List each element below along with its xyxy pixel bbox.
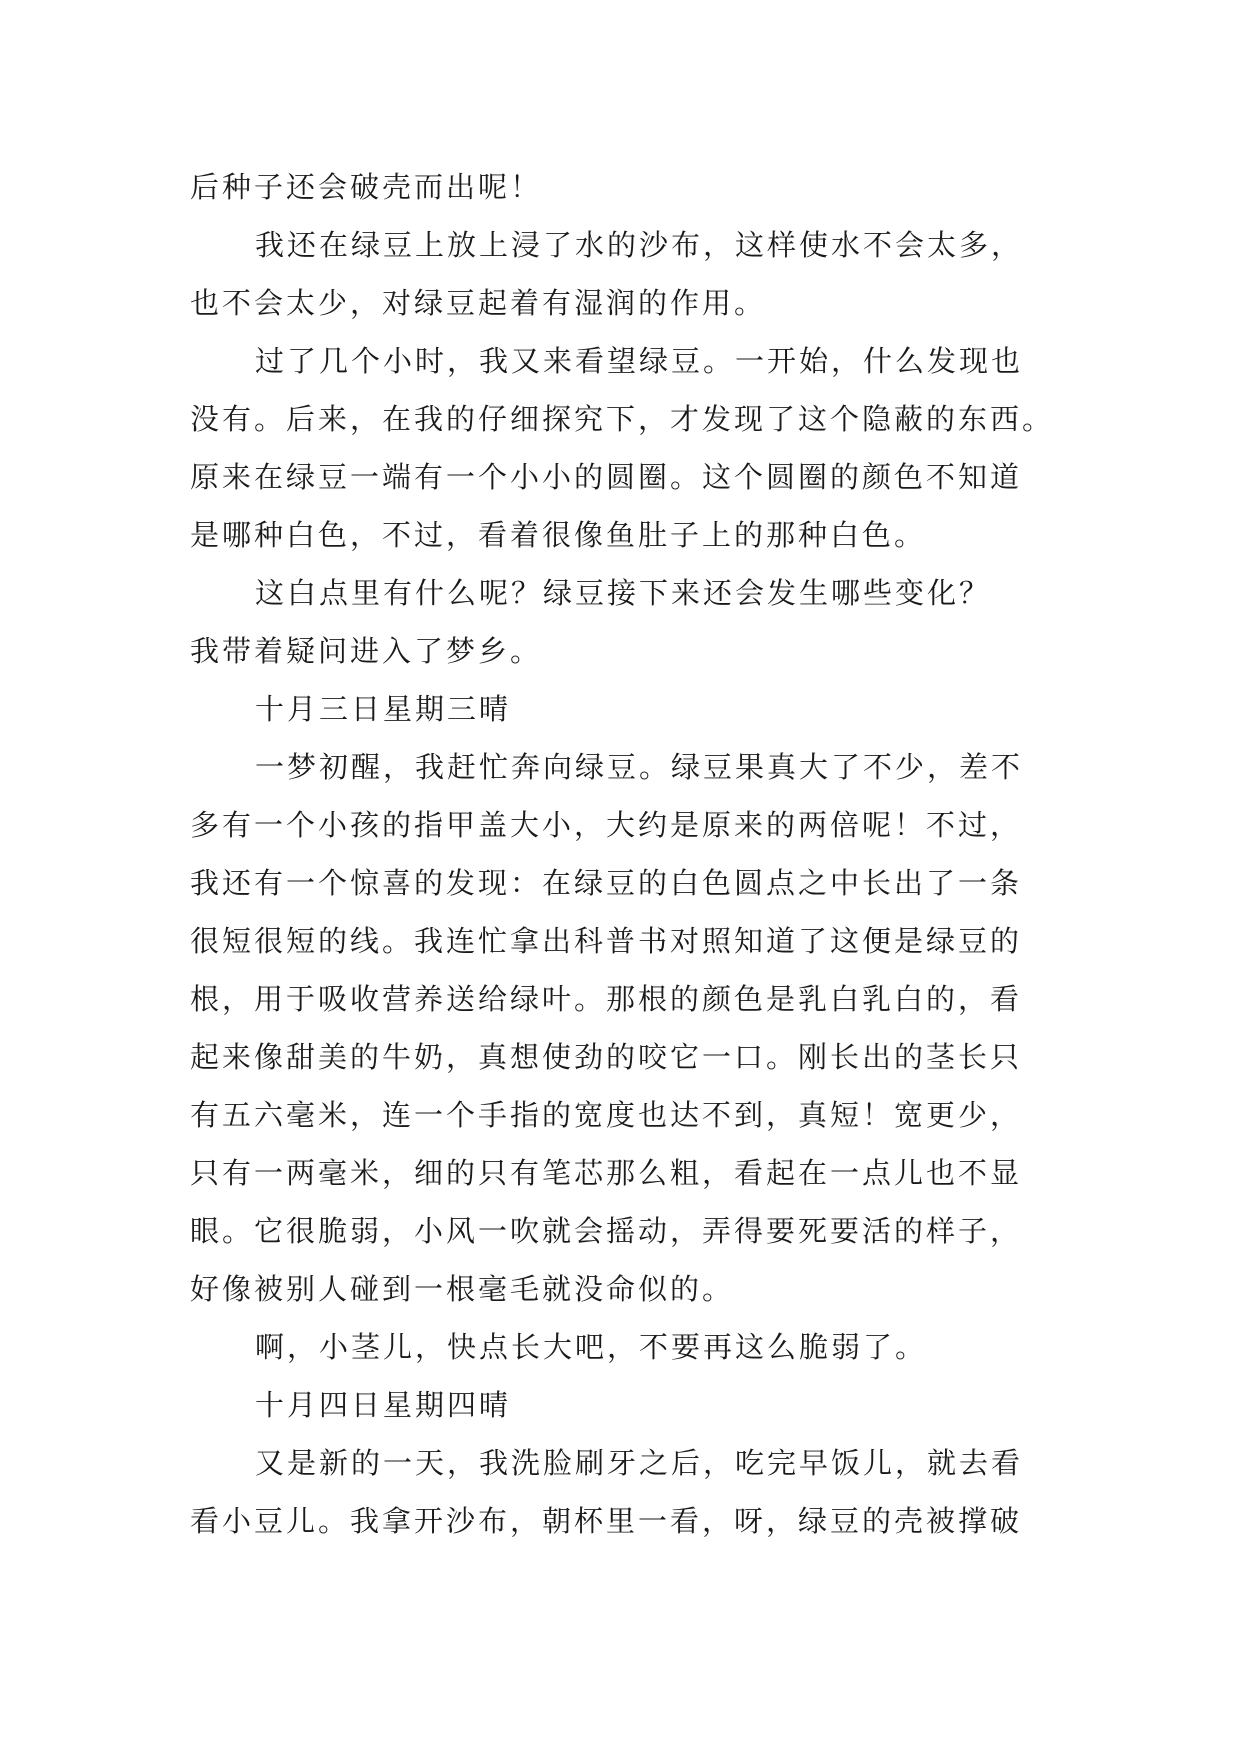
- text-line: 这白点里有什么呢？绿豆接下来还会发生哪些变化？: [255, 576, 992, 610]
- text-line: 原来在绿豆一端有一个小小的圆圈。这个圆圈的颜色不知道: [190, 460, 1023, 494]
- text-line: 好像被别人碰到一根毫毛就没命似的。: [190, 1272, 735, 1306]
- text-line: 后种子还会破壳而出呢！: [190, 170, 543, 204]
- text-line: 看小豆儿。我拿开沙布，朝杯里一看，呀，绿豆的壳被撑破: [190, 1504, 1023, 1538]
- text-line: 我还在绿豆上放上浸了水的沙布，这样使水不会太多，: [255, 228, 1024, 262]
- text-line: 啊，小茎儿，快点长大吧，不要再这么脆弱了。: [255, 1330, 928, 1364]
- text-line: 十月四日星期四晴: [255, 1388, 512, 1422]
- text-line: 多有一个小孩的指甲盖大小，大约是原来的两倍呢！不过，: [190, 808, 1023, 842]
- text-line: 是哪种白色，不过，看着很像鱼肚子上的那种白色。: [190, 518, 927, 552]
- text-line: 我带着疑问进入了梦乡。: [190, 634, 543, 668]
- text-line: 我还有一个惊喜的发现：在绿豆的白色圆点之中长出了一条: [190, 866, 1023, 900]
- document-body: [190, 158, 1070, 1550]
- text-line: 也不会太少，对绿豆起着有湿润的作用。: [190, 286, 767, 320]
- text-line: 有五六毫米，连一个手指的宽度也达不到，真短！宽更少，: [190, 1098, 1023, 1132]
- text-line: 眼。它很脆弱，小风一吹就会摇动，弄得要死要活的样子，: [190, 1214, 1023, 1248]
- text-line: 十月三日星期三晴: [255, 692, 512, 726]
- text-line: 又是新的一天，我洗脸刷牙之后，吃完早饭儿，就去看: [255, 1446, 1024, 1480]
- text-line: 只有一两毫米，细的只有笔芯那么粗，看起在一点儿也不显: [190, 1156, 1023, 1190]
- text-line: 过了几个小时，我又来看望绿豆。一开始，什么发现也: [255, 344, 1024, 378]
- text-line: 一梦初醒，我赶忙奔向绿豆。绿豆果真大了不少，差不: [255, 750, 1024, 784]
- text-line: 根，用于吸收营养送给绿叶。那根的颜色是乳白乳白的，看: [190, 982, 1023, 1016]
- text-line: 没有。后来，在我的仔细探究下，才发现了这个隐蔽的东西。: [190, 402, 1055, 436]
- text-line: 起来像甜美的牛奶，真想使劲的咬它一口。刚长出的茎长只: [190, 1040, 1023, 1074]
- text-line: 很短很短的线。我连忙拿出科普书对照知道了这便是绿豆的: [190, 924, 1023, 958]
